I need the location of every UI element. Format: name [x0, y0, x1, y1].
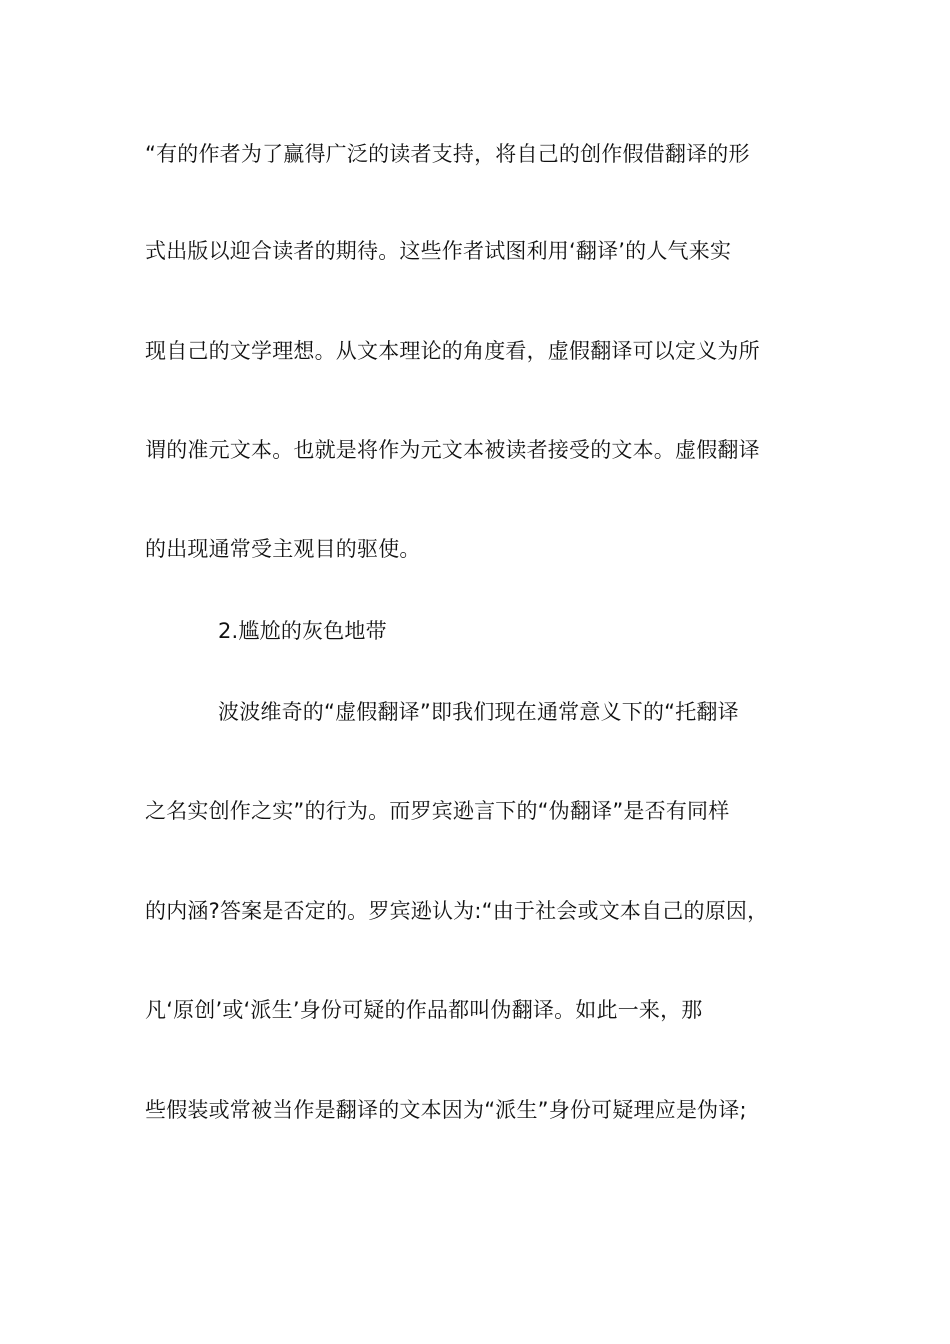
- paragraph1-line-1: “有的作者为了赢得广泛的读者支持，将自己的创作假借翻译的形: [145, 142, 750, 166]
- paragraph2-line-1: 波波维奇的“虚假翻译”即我们现在通常意义下的“托翻译: [218, 700, 739, 724]
- paragraph1-line-2: 式出版以迎合读者的期待。这些作者试图利用‘翻译’的人气来实: [145, 239, 732, 263]
- paragraph2-line-4: 凡‘原创’或‘派生’身份可疑的作品都叫伪翻译。如此一来，那: [145, 998, 703, 1022]
- paragraph1-line-4: 谓的准元文本。也就是将作为元文本被读者接受的文本。虚假翻译: [145, 438, 760, 462]
- section-heading: 2.尴尬的灰色地带: [218, 619, 387, 643]
- paragraph2-line-3: 的内涵?答案是否定的。罗宾逊认为:“由于社会或文本自己的原因，: [145, 899, 769, 923]
- paragraph1-line-3: 现自己的文学理想。从文本理论的角度看，虚假翻译可以定义为所: [145, 339, 760, 363]
- paragraph2-line-5: 些假装或常被当作是翻译的文本因为“派生”身份可疑理应是伪译;: [145, 1098, 747, 1122]
- paragraph2-line-2: 之名实创作之实”的行为。而罗宾逊言下的“伪翻译”是否有同样: [145, 799, 730, 823]
- paragraph1-line-5: 的出现通常受主观目的驱使。: [145, 537, 421, 561]
